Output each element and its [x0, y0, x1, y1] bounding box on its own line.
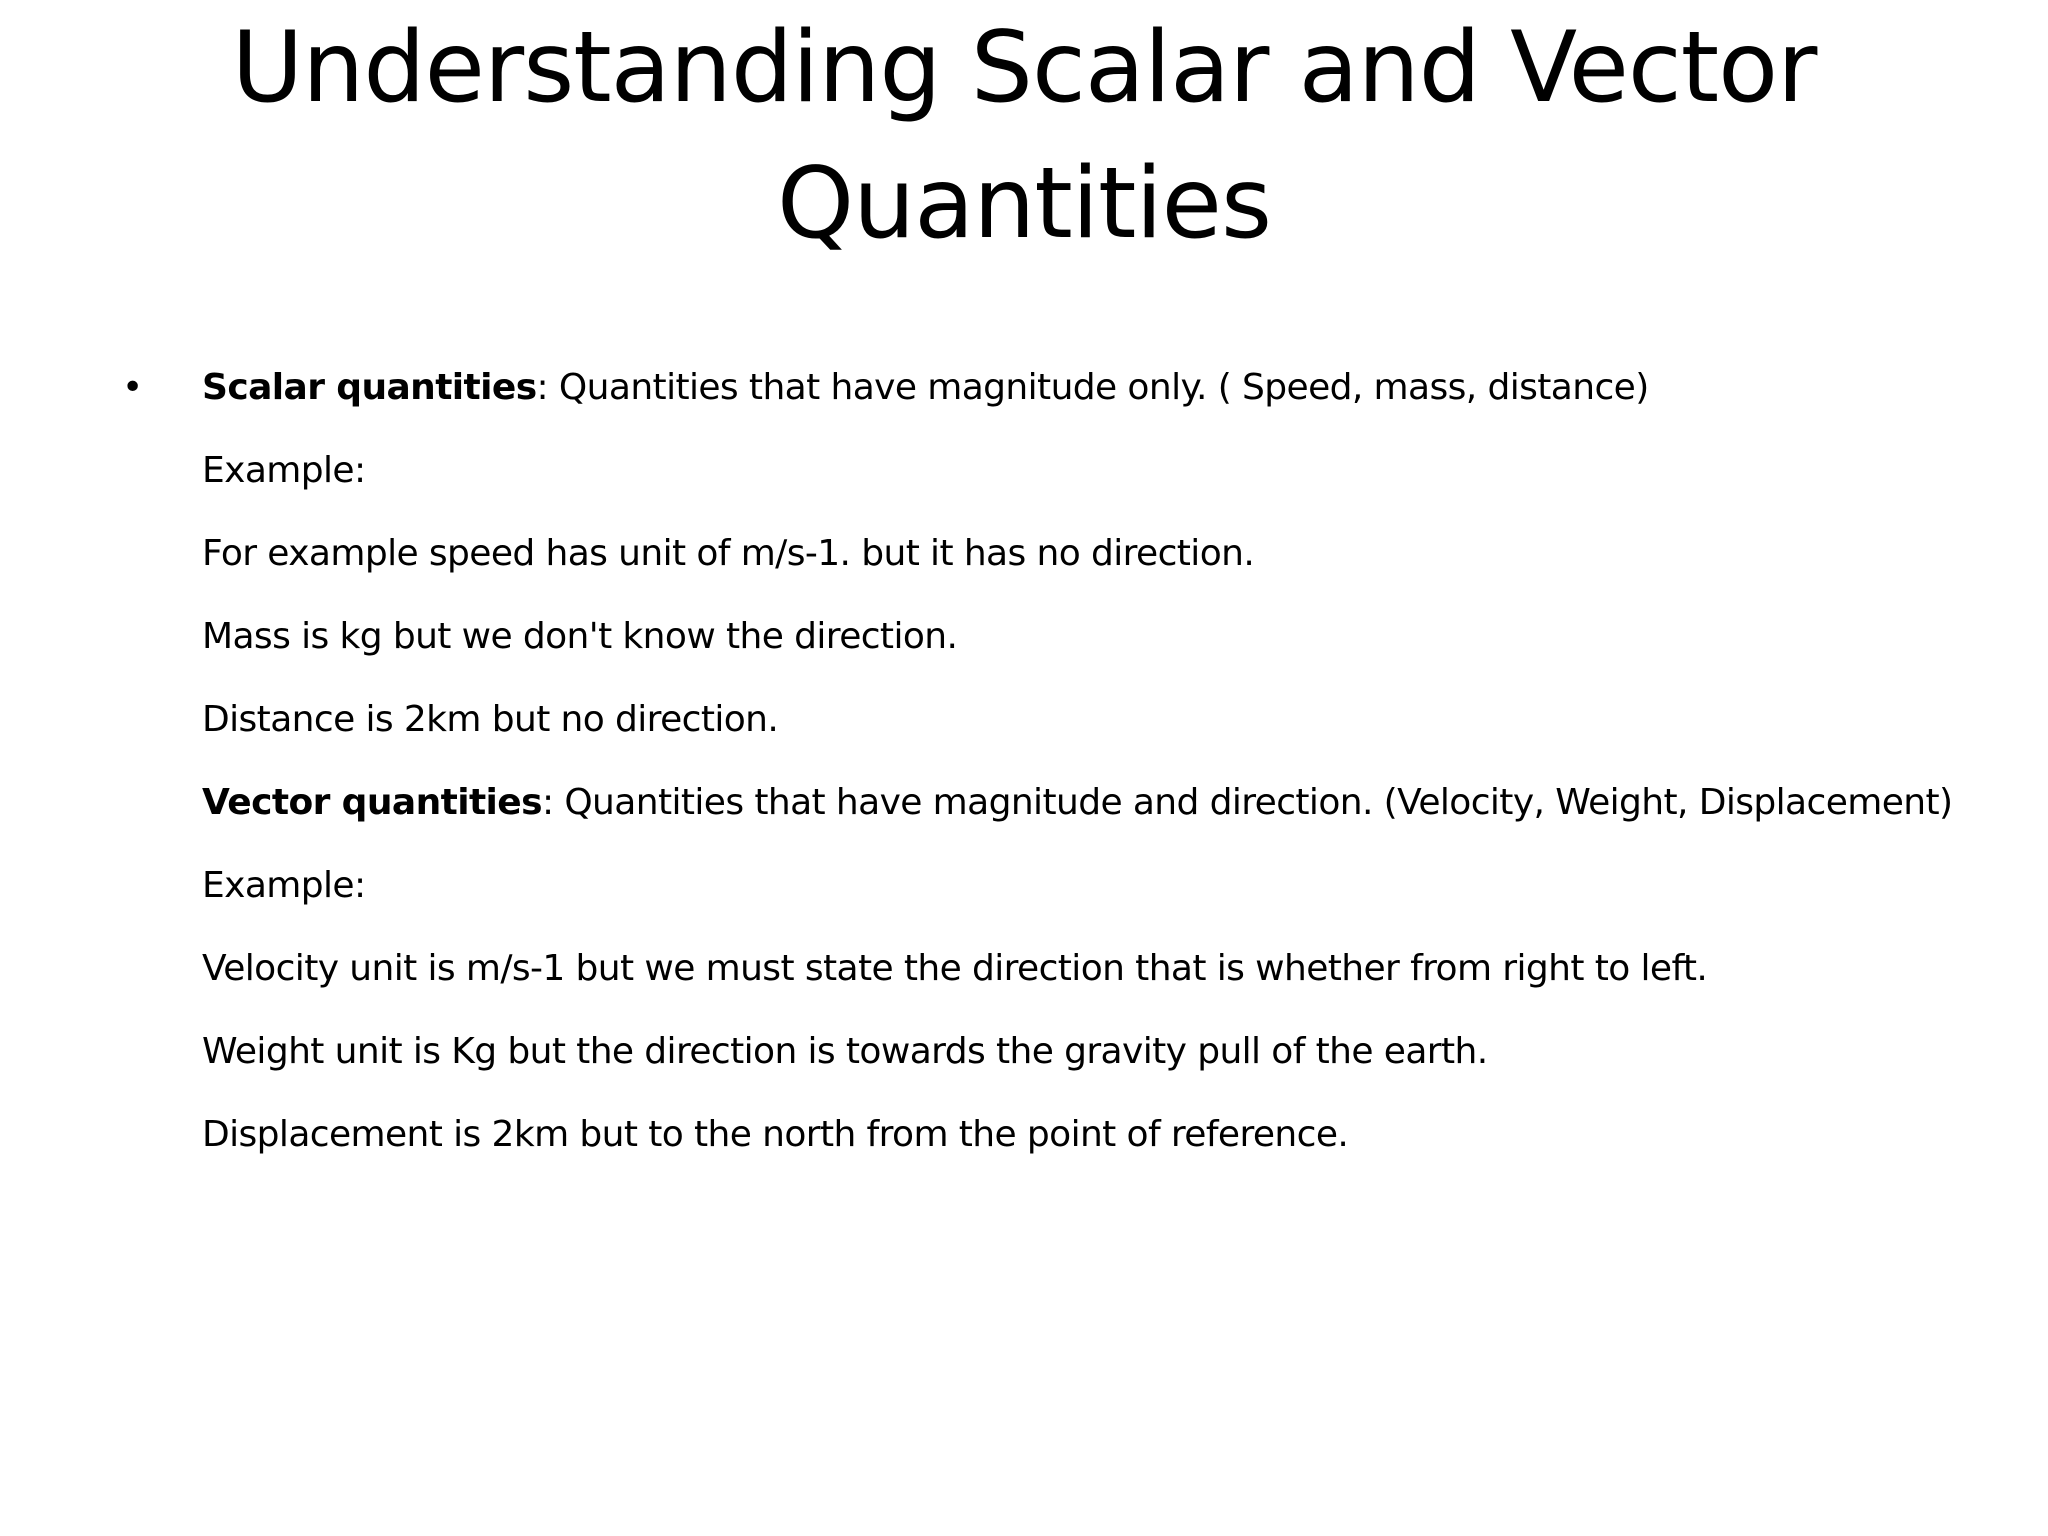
scalar-definition: : Quantities that have magnitude only. ( Speed, mass, distance): [536, 367, 1649, 408]
vector-example-label: Example:: [202, 865, 366, 906]
scalar-term: Scalar quantities: [202, 367, 537, 408]
vector-term: Vector quantities: [202, 782, 542, 823]
slide-title: [150, 0, 1898, 272]
vector-definition: : Quantities that have magnitude and direction. (Velocity, Weight, Displacement): [541, 782, 1953, 823]
scalar-example-label: Example:: [202, 450, 366, 491]
vector-example-velocity: Velocity unit is m/s-1 but we must state the direction that is whether from right to left.: [202, 948, 1708, 989]
slide-title-line-2: Quantities: [776, 147, 1272, 261]
scalar-definition-line: [202, 358, 1649, 418]
vector-definition-line: [202, 773, 1952, 833]
vector-example-weight: Weight unit is Kg but the direction is towards the gravity pull of the earth.: [202, 1031, 1488, 1072]
vector-example-displacement: Displacement is 2km but to the north from the point of reference.: [202, 1114, 1349, 1155]
scalar-example-speed: For example speed has unit of m/s-1. but it has no direction.: [202, 533, 1255, 574]
slide-title-line-1: Understanding Scalar and Vector: [231, 11, 1817, 125]
scalar-example-mass: Mass is kg but we don't know the direction.: [202, 616, 958, 657]
scalar-example-distance: Distance is 2km but no direction.: [202, 699, 779, 740]
bullet-marker: •: [122, 367, 144, 408]
